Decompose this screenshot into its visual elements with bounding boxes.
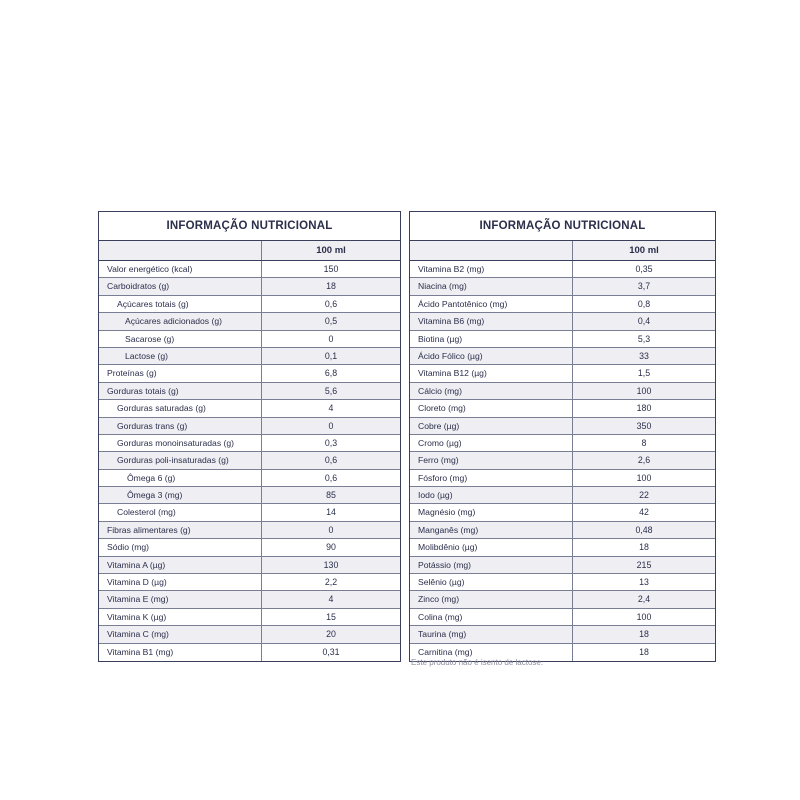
nutrient-value: 8 xyxy=(641,437,647,448)
nutrient-name: Gorduras saturadas (g) xyxy=(99,400,262,416)
nutrition-table-left xyxy=(98,211,401,662)
nutrient-name: Gorduras monoinsaturadas (g) xyxy=(99,435,262,451)
header-name-cell xyxy=(99,241,262,260)
table-row xyxy=(410,331,715,348)
table-row xyxy=(410,418,715,435)
nutrient-value: 18 xyxy=(326,281,336,292)
nutrient-value: 18 xyxy=(639,646,649,657)
nutrient-name: Biotina (µg) xyxy=(410,331,573,347)
nutrition-table-right xyxy=(409,211,716,662)
table-row xyxy=(99,383,400,400)
nutrient-value: 0,5 xyxy=(324,316,338,327)
nutrient-name: Açúcares totais (g) xyxy=(99,296,262,312)
table-row xyxy=(410,435,715,452)
footnote: Este produto não é isento de lactose. xyxy=(411,658,544,667)
table-row xyxy=(410,591,715,608)
table-row xyxy=(99,296,400,313)
nutrient-name: Gorduras totais (g) xyxy=(99,383,262,399)
nutrient-name: Proteínas (g) xyxy=(99,365,262,381)
nutrient-name: Açúcares adicionados (g) xyxy=(99,313,262,329)
table-row xyxy=(410,504,715,521)
nutrient-name: Vitamina B12 (µg) xyxy=(410,365,573,381)
nutrient-name: Vitamina C (mg) xyxy=(99,626,262,642)
table-row xyxy=(99,452,400,469)
table-row xyxy=(99,331,400,348)
nutrient-name: Ômega 6 (g) xyxy=(99,470,262,486)
nutrient-value: 0,35 xyxy=(635,264,653,274)
nutrient-name: Potássio (mg) xyxy=(410,557,573,573)
table-row xyxy=(410,452,715,469)
table-body xyxy=(99,261,400,661)
nutrient-name: Colesterol (mg) xyxy=(99,504,262,520)
table-row xyxy=(99,348,400,365)
table-row xyxy=(410,365,715,382)
nutrient-value: 4 xyxy=(328,594,334,605)
nutrient-name: Vitamina K (µg) xyxy=(99,609,262,625)
nutrient-name: Fibras alimentares (g) xyxy=(99,522,262,538)
nutrient-name: Selênio (µg) xyxy=(410,574,573,590)
nutrient-value: 150 xyxy=(323,264,339,274)
nutrient-name: Zinco (mg) xyxy=(410,591,573,607)
table-row xyxy=(99,278,400,295)
table-row xyxy=(99,539,400,556)
table-row xyxy=(410,522,715,539)
nutrient-value: 22 xyxy=(639,490,649,501)
table-row xyxy=(99,261,400,278)
nutrient-name: Cálcio (mg) xyxy=(410,383,573,399)
table-row xyxy=(410,278,715,295)
table-row xyxy=(99,487,400,504)
table-row xyxy=(410,296,715,313)
nutrient-name: Ferro (mg) xyxy=(410,452,573,468)
column-header: 100 ml xyxy=(316,245,346,256)
nutrient-value: 0 xyxy=(328,524,334,535)
nutrient-value: 0,31 xyxy=(322,646,340,657)
table-row xyxy=(99,557,400,574)
nutrient-value: 130 xyxy=(323,559,339,570)
nutrient-name: Vitamina B6 (mg) xyxy=(410,313,573,329)
table-row xyxy=(410,383,715,400)
nutrient-name: Molibdênio (µg) xyxy=(410,539,573,555)
nutrient-name: Manganês (mg) xyxy=(410,522,573,538)
table-row xyxy=(99,644,400,661)
nutrient-name: Sacarose (g) xyxy=(99,331,262,347)
nutrient-value: 0,4 xyxy=(637,316,651,327)
table-row xyxy=(410,626,715,643)
nutrient-name: Lactose (g) xyxy=(99,348,262,364)
table-row xyxy=(410,400,715,417)
table-row xyxy=(410,539,715,556)
nutrient-value: 1,5 xyxy=(637,368,651,379)
nutrient-value: 15 xyxy=(326,611,336,622)
nutrient-name: Ácido Fólico (µg) xyxy=(410,348,573,364)
table-row xyxy=(99,470,400,487)
nutrient-value: 13 xyxy=(639,577,649,588)
nutrient-value: 215 xyxy=(636,559,652,570)
nutrient-value: 350 xyxy=(636,420,652,431)
nutrient-name: Colina (mg) xyxy=(410,609,573,625)
table-row xyxy=(99,365,400,382)
table-body xyxy=(410,261,715,661)
nutrient-name: Cromo (µg) xyxy=(410,435,573,451)
nutrient-value: 0,8 xyxy=(637,298,651,309)
nutrient-value: 0 xyxy=(328,420,334,431)
nutrient-value: 100 xyxy=(636,385,652,396)
table-row xyxy=(410,348,715,365)
table-row xyxy=(99,522,400,539)
table-title: INFORMAÇÃO NUTRICIONAL xyxy=(410,212,715,241)
nutrient-name: Carnitina (mg) xyxy=(410,644,573,661)
nutrient-value: 0,48 xyxy=(635,524,653,535)
nutrient-value: 100 xyxy=(636,472,652,483)
nutrient-name: Fósforo (mg) xyxy=(410,470,573,486)
nutrient-value: 18 xyxy=(639,542,649,553)
table-row xyxy=(410,261,715,278)
nutrient-value: 4 xyxy=(328,403,334,414)
nutrient-name: Vitamina B2 (mg) xyxy=(410,261,573,277)
nutrient-name: Taurina (mg) xyxy=(410,626,573,642)
table-row xyxy=(410,574,715,591)
table-row xyxy=(99,313,400,330)
nutrient-value: 0,3 xyxy=(324,437,338,448)
table-row xyxy=(410,557,715,574)
nutrient-value: 0,1 xyxy=(324,350,338,361)
nutrient-name: Ômega 3 (mg) xyxy=(99,487,262,503)
nutrient-value: 90 xyxy=(326,542,336,553)
header-name-cell xyxy=(410,241,573,260)
nutrient-name: Vitamina E (mg) xyxy=(99,591,262,607)
nutrient-name: Cloreto (mg) xyxy=(410,400,573,416)
nutrient-name: Iodo (µg) xyxy=(410,487,573,503)
nutrient-name: Vitamina D (µg) xyxy=(99,574,262,590)
nutrient-value: 14 xyxy=(326,507,336,518)
nutrient-name: Vitamina A (µg) xyxy=(99,557,262,573)
nutrient-value: 18 xyxy=(639,629,649,640)
nutrient-name: Ácido Pantotênico (mg) xyxy=(410,296,573,312)
nutrient-value: 85 xyxy=(326,490,336,501)
nutrient-value: 5,6 xyxy=(324,385,338,396)
table-row xyxy=(99,626,400,643)
nutrient-name: Carboidratos (g) xyxy=(99,278,262,294)
nutrient-value: 33 xyxy=(639,350,649,361)
table-header-row xyxy=(99,241,400,261)
table-row xyxy=(410,313,715,330)
table-row xyxy=(99,504,400,521)
nutrient-value: 42 xyxy=(639,507,649,518)
nutrient-value: 0,6 xyxy=(324,472,338,483)
nutrient-name: Sódio (mg) xyxy=(99,539,262,555)
nutrient-name: Vitamina B1 (mg) xyxy=(99,644,262,661)
column-header: 100 ml xyxy=(629,245,659,256)
nutrient-name: Niacina (mg) xyxy=(410,278,573,294)
table-title: INFORMAÇÃO NUTRICIONAL xyxy=(99,212,400,241)
nutrient-value: 180 xyxy=(636,403,652,414)
nutrient-value: 20 xyxy=(326,629,336,640)
table-row xyxy=(410,609,715,626)
nutrient-value: 0,6 xyxy=(324,455,338,466)
nutrient-value: 2,6 xyxy=(637,455,651,466)
nutrient-name: Cobre (µg) xyxy=(410,418,573,434)
table-row xyxy=(99,591,400,608)
nutrient-name: Gorduras trans (g) xyxy=(99,418,262,434)
nutrient-name: Magnésio (mg) xyxy=(410,504,573,520)
nutrient-value: 2,4 xyxy=(637,594,651,605)
nutrient-name: Valor energético (kcal) xyxy=(99,261,262,277)
table-row xyxy=(99,400,400,417)
nutrient-value: 0 xyxy=(328,333,334,344)
nutrient-value: 6,8 xyxy=(324,368,338,379)
nutrient-value: 2,2 xyxy=(324,577,338,588)
nutrient-value: 100 xyxy=(636,611,652,622)
table-row xyxy=(99,418,400,435)
table-row xyxy=(99,609,400,626)
table-row xyxy=(410,487,715,504)
nutrient-value: 3,7 xyxy=(637,281,651,292)
table-row xyxy=(410,470,715,487)
nutrient-value: 0,6 xyxy=(324,298,338,309)
nutrient-value: 5,3 xyxy=(637,333,651,344)
table-header-row xyxy=(410,241,715,261)
table-row xyxy=(99,574,400,591)
nutrient-name: Gorduras poli-insaturadas (g) xyxy=(99,452,262,468)
table-row xyxy=(99,435,400,452)
